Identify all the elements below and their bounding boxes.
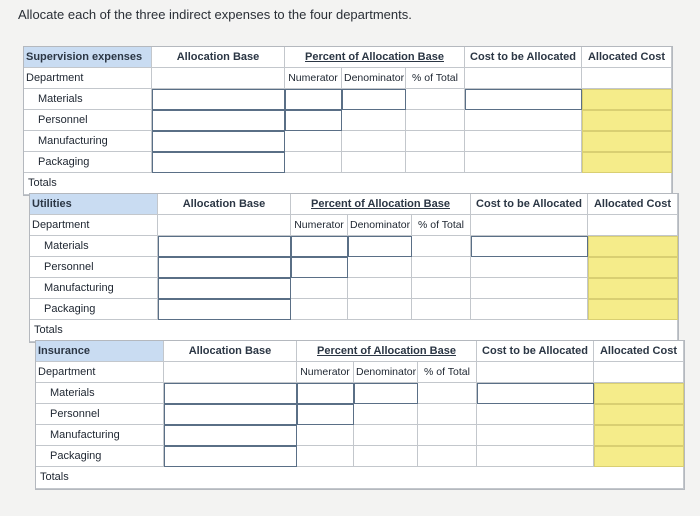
blank-cell bbox=[465, 152, 582, 173]
allocated-cost-input[interactable] bbox=[582, 110, 672, 131]
percent-of-total-cell bbox=[412, 236, 471, 257]
percent-of-total-cell bbox=[406, 152, 465, 173]
percent-of-total-cell bbox=[418, 383, 477, 404]
numerator-input[interactable] bbox=[291, 257, 348, 278]
allocation-base-input[interactable] bbox=[164, 446, 297, 467]
blank-cell bbox=[465, 68, 582, 89]
blank-cell bbox=[164, 362, 297, 383]
numerator-input[interactable] bbox=[285, 89, 342, 110]
blank-cell bbox=[342, 152, 406, 173]
percent-of-total-cell bbox=[412, 299, 471, 320]
blank-cell bbox=[348, 278, 412, 299]
allocation-base-input[interactable] bbox=[158, 257, 291, 278]
allocation-base-input[interactable] bbox=[164, 404, 297, 425]
department-label: Department bbox=[24, 68, 152, 89]
numerator-input[interactable] bbox=[291, 236, 348, 257]
department-row-label: Manufacturing bbox=[24, 131, 152, 152]
percent-of-total-cell bbox=[418, 404, 477, 425]
allocation-base-input[interactable] bbox=[152, 110, 285, 131]
allocated-cost-input[interactable] bbox=[582, 152, 672, 173]
numerator-header: Numerator bbox=[285, 68, 342, 89]
blank-cell bbox=[354, 446, 418, 467]
denominator-input[interactable] bbox=[348, 236, 412, 257]
percent-of-total-cell bbox=[406, 89, 465, 110]
department-row-label: Packaging bbox=[30, 299, 158, 320]
allocation-base-header: Allocation Base bbox=[164, 341, 297, 362]
department-label: Department bbox=[30, 215, 158, 236]
numerator-header: Numerator bbox=[297, 362, 354, 383]
allocation-base-header: Allocation Base bbox=[152, 47, 285, 68]
blank-cell bbox=[342, 131, 406, 152]
blank-cell bbox=[297, 425, 354, 446]
blank-cell bbox=[582, 68, 672, 89]
allocated-cost-input[interactable] bbox=[588, 278, 678, 299]
blank-cell bbox=[477, 362, 594, 383]
cost-to-be-allocated-input[interactable] bbox=[471, 236, 588, 257]
percent-of-total-cell bbox=[418, 446, 477, 467]
blank-cell bbox=[477, 425, 594, 446]
cost-to-be-allocated-input[interactable] bbox=[477, 383, 594, 404]
percent-of-allocation-base-header: Percent of Allocation Base bbox=[285, 47, 465, 68]
cost-to-be-allocated-header: Cost to be Allocated bbox=[465, 47, 582, 68]
instruction-text: Allocate each of the three indirect expenses to the four departments. bbox=[18, 7, 412, 22]
department-row-label: Personnel bbox=[36, 404, 164, 425]
blank-cell bbox=[465, 110, 582, 131]
allocated-cost-input[interactable] bbox=[588, 299, 678, 320]
allocated-cost-input[interactable] bbox=[594, 425, 684, 446]
department-row-label: Materials bbox=[36, 383, 164, 404]
section-supervision-expenses bbox=[23, 46, 673, 196]
allocation-base-header: Allocation Base bbox=[158, 194, 291, 215]
percent-of-total-cell bbox=[406, 110, 465, 131]
cost-to-be-allocated-input[interactable] bbox=[465, 89, 582, 110]
allocation-base-input[interactable] bbox=[152, 152, 285, 173]
numerator-input[interactable] bbox=[297, 404, 354, 425]
blank-cell bbox=[471, 215, 588, 236]
department-row-label: Personnel bbox=[30, 257, 158, 278]
totals-label: Totals bbox=[36, 467, 684, 489]
denominator-input[interactable] bbox=[354, 383, 418, 404]
allocated-cost-header: Allocated Cost bbox=[582, 47, 672, 68]
blank-cell bbox=[354, 425, 418, 446]
numerator-input[interactable] bbox=[285, 110, 342, 131]
blank-cell bbox=[291, 278, 348, 299]
department-label: Department bbox=[36, 362, 164, 383]
cost-to-be-allocated-header: Cost to be Allocated bbox=[477, 341, 594, 362]
allocation-base-input[interactable] bbox=[158, 236, 291, 257]
department-row-label: Packaging bbox=[24, 152, 152, 173]
cost-to-be-allocated-header: Cost to be Allocated bbox=[471, 194, 588, 215]
blank-cell bbox=[465, 131, 582, 152]
blank-cell bbox=[297, 446, 354, 467]
percent-of-allocation-base-header: Percent of Allocation Base bbox=[297, 341, 477, 362]
blank-cell bbox=[285, 131, 342, 152]
denominator-input[interactable] bbox=[342, 89, 406, 110]
section-insurance bbox=[35, 340, 685, 490]
allocated-cost-input[interactable] bbox=[594, 446, 684, 467]
section-title: Supervision expenses bbox=[24, 47, 152, 68]
blank-cell bbox=[588, 215, 678, 236]
numerator-header: Numerator bbox=[291, 215, 348, 236]
blank-cell bbox=[477, 446, 594, 467]
percent-of-total-header: % of Total bbox=[412, 215, 471, 236]
department-row-label: Manufacturing bbox=[30, 278, 158, 299]
percent-of-total-header: % of Total bbox=[406, 68, 465, 89]
department-row-label: Personnel bbox=[24, 110, 152, 131]
department-row-label: Packaging bbox=[36, 446, 164, 467]
blank-cell bbox=[152, 68, 285, 89]
allocation-base-input[interactable] bbox=[158, 278, 291, 299]
allocated-cost-input[interactable] bbox=[594, 404, 684, 425]
allocated-cost-input[interactable] bbox=[588, 236, 678, 257]
allocated-cost-input[interactable] bbox=[588, 257, 678, 278]
percent-of-total-cell bbox=[412, 278, 471, 299]
totals-label: Totals bbox=[30, 320, 678, 342]
blank-cell bbox=[342, 110, 406, 131]
blank-cell bbox=[477, 404, 594, 425]
allocation-base-input[interactable] bbox=[152, 131, 285, 152]
allocated-cost-header: Allocated Cost bbox=[588, 194, 678, 215]
blank-cell bbox=[285, 152, 342, 173]
department-row-label: Materials bbox=[24, 89, 152, 110]
allocation-base-input[interactable] bbox=[164, 425, 297, 446]
blank-cell bbox=[354, 404, 418, 425]
allocated-cost-header: Allocated Cost bbox=[594, 341, 684, 362]
percent-of-total-cell bbox=[418, 425, 477, 446]
blank-cell bbox=[471, 257, 588, 278]
blank-cell bbox=[348, 299, 412, 320]
blank-cell bbox=[348, 257, 412, 278]
department-row-label: Materials bbox=[30, 236, 158, 257]
allocated-cost-input[interactable] bbox=[594, 383, 684, 404]
allocated-cost-input[interactable] bbox=[582, 131, 672, 152]
numerator-input[interactable] bbox=[297, 383, 354, 404]
allocation-base-input[interactable] bbox=[164, 383, 297, 404]
allocation-base-input[interactable] bbox=[158, 299, 291, 320]
section-title: Utilities bbox=[30, 194, 158, 215]
department-row-label: Manufacturing bbox=[36, 425, 164, 446]
denominator-header: Denominator bbox=[348, 215, 412, 236]
denominator-header: Denominator bbox=[354, 362, 418, 383]
blank-cell bbox=[291, 299, 348, 320]
section-utilities bbox=[29, 193, 679, 343]
blank-cell bbox=[471, 299, 588, 320]
percent-of-total-cell bbox=[406, 131, 465, 152]
percent-of-total-cell bbox=[412, 257, 471, 278]
allocated-cost-input[interactable] bbox=[582, 89, 672, 110]
blank-cell bbox=[594, 362, 684, 383]
percent-of-allocation-base-header: Percent of Allocation Base bbox=[291, 194, 471, 215]
percent-of-total-header: % of Total bbox=[418, 362, 477, 383]
blank-cell bbox=[158, 215, 291, 236]
denominator-header: Denominator bbox=[342, 68, 406, 89]
section-title: Insurance bbox=[36, 341, 164, 362]
blank-cell bbox=[471, 278, 588, 299]
allocation-base-input[interactable] bbox=[152, 89, 285, 110]
totals-label: Totals bbox=[24, 173, 672, 195]
